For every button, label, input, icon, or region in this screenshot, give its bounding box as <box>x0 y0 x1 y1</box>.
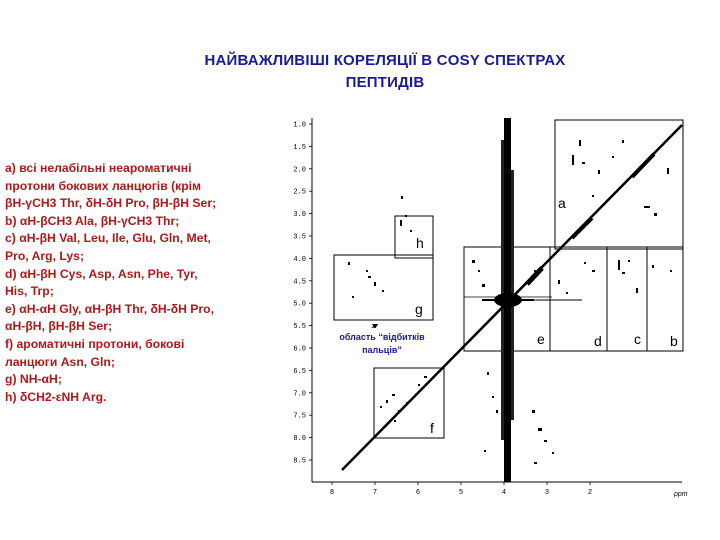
region-letters <box>415 195 678 436</box>
cross-peak <box>622 140 624 143</box>
legend-line: b) αH-βCH3 Ala, βH-γCH3 Thr; <box>5 213 180 228</box>
cross-peak <box>538 428 542 431</box>
region-label-e: e <box>537 331 545 347</box>
cross-peak <box>401 196 403 199</box>
legend-line: протони бокових ланцюгів (крім <box>5 178 202 193</box>
cross-peak <box>482 284 485 287</box>
cross-peak <box>622 272 625 274</box>
legend-line: d) αH-βH Cys, Asp, Asn, Phe, Tyr, <box>5 266 198 281</box>
cross-peak <box>406 402 408 404</box>
y-tick-label: 2.5 <box>293 188 306 197</box>
cross-peak <box>654 213 657 216</box>
diagonal-peaks <box>572 218 592 238</box>
x-tick-label: 4 <box>501 489 507 497</box>
x-ticks <box>330 482 592 497</box>
legend-line: Pro, Arg, Lys; <box>5 248 85 263</box>
cross-peak <box>579 140 581 146</box>
y-tick-label: 6.5 <box>293 367 306 376</box>
x-tick-label: 7 <box>372 489 378 497</box>
cross-peak <box>496 410 498 413</box>
y-tick-label: 5.0 <box>293 300 306 309</box>
cross-peak <box>394 420 396 422</box>
fingerprint-caption-line-2: пальців” <box>362 345 402 355</box>
fingerprint-caption-line-1: область “відбитків <box>339 332 425 342</box>
legend-line: ланцюги Asn, Gln; <box>5 354 115 369</box>
cross-peak <box>592 270 595 272</box>
cross-peak <box>478 270 480 272</box>
y-tick-label: 3.0 <box>293 211 306 220</box>
y-tick-label: 7.0 <box>293 390 306 399</box>
title-line-2: ПЕПТИДІВ <box>345 74 425 91</box>
cross-peak <box>374 282 376 286</box>
cross-peak <box>572 155 574 165</box>
cross-peak <box>670 270 672 272</box>
x-tick-label: 3 <box>544 489 550 497</box>
y-tick-label: 5.5 <box>293 323 306 332</box>
cross-peak <box>566 292 568 294</box>
cross-peak <box>558 280 560 284</box>
cross-peak <box>382 290 384 292</box>
cross-peak <box>532 410 535 413</box>
cross-peak <box>348 262 350 265</box>
region-label-a: a <box>558 195 566 211</box>
legend-line: βH-γCH3 Thr, δH-δH Pro, βH-βH Ser; <box>5 196 217 211</box>
cosy-spectrum <box>282 110 700 500</box>
slide-title <box>150 50 620 94</box>
cross-peak <box>582 162 585 164</box>
y-tick-label: 4.0 <box>293 255 306 264</box>
y-tick-label: 2.0 <box>293 166 306 175</box>
region-label-d: d <box>594 333 602 349</box>
cross-peak <box>398 410 400 412</box>
y-tick-label: 7.5 <box>293 412 306 421</box>
cross-peak <box>652 265 654 268</box>
cross-peak <box>418 384 420 386</box>
correlation-legend <box>5 160 267 406</box>
y-tick-label: 1.5 <box>293 143 306 152</box>
cross-peak <box>410 230 412 232</box>
x-tick-label: 5 <box>458 489 464 497</box>
y-tick-label: 8.0 <box>293 435 306 444</box>
cross-peak <box>534 462 537 464</box>
y-tick-label: 3.5 <box>293 233 306 242</box>
cross-peak <box>492 396 494 398</box>
legend-line: His, Trp; <box>5 284 54 299</box>
cross-peak <box>368 276 371 278</box>
cross-peak <box>636 288 638 293</box>
cross-peak <box>487 372 489 375</box>
cross-peak <box>612 156 614 158</box>
region-box-a <box>555 120 683 249</box>
legend-line: e) αH-αH Gly, αH-βH Thr, δH-δH Pro, <box>5 301 215 316</box>
y-tick-label: 4.5 <box>293 278 306 287</box>
cross-peak <box>380 406 382 408</box>
region-box-c <box>607 247 647 351</box>
cross-peak <box>628 260 630 262</box>
cross-peak <box>405 215 407 217</box>
region-label-h: h <box>416 235 424 251</box>
cross-peak <box>400 220 402 226</box>
solvent-band-edge <box>501 140 504 440</box>
x-tick-label: 6 <box>415 489 421 497</box>
cross-peak <box>584 262 586 264</box>
legend-line: h) δCH2-εNH Arg. <box>5 389 107 404</box>
legend-line: c) αH-βH Val, Leu, Ile, Glu, Gln, Met, <box>5 231 211 246</box>
legend-line: g) NH-αH; <box>5 372 62 387</box>
legend-line: f) ароматичні протони, бокові <box>5 336 185 351</box>
cross-peak <box>544 440 547 442</box>
cross-peak <box>352 296 354 298</box>
cross-peak <box>618 260 620 270</box>
region-label-b: b <box>670 333 678 349</box>
y-ticks <box>293 122 312 466</box>
cross-peak <box>667 168 669 174</box>
legend-line: a) всі нелабільні неароматичні <box>5 161 192 175</box>
diagonal-peaks <box>632 154 654 177</box>
cross-peak <box>592 195 594 197</box>
fingerprint-caption <box>320 328 446 358</box>
legend-line: αH-βH, βH-βH Ser; <box>5 319 112 334</box>
cross-peak <box>424 376 427 378</box>
region-label-f: f <box>430 420 434 436</box>
cross-peak <box>534 270 536 272</box>
region-label-c: c <box>634 331 641 347</box>
y-tick-label: 1.0 <box>293 121 306 130</box>
x-tick-label: 2 <box>587 489 593 497</box>
cross-peak <box>472 260 475 263</box>
cross-peak <box>366 270 368 272</box>
cross-peak <box>552 452 554 454</box>
y-tick-label: 8.5 <box>293 457 306 466</box>
region-label-g: g <box>415 301 423 317</box>
x-unit-label: ppm <box>674 491 688 498</box>
title-line-1: НАЙВАЖЛИВІШІ КОРЕЛЯЦІЇ В COSY СПЕКТРАХ <box>204 52 566 69</box>
cosy-spectrum-plot <box>282 110 700 500</box>
y-tick-label: 6.0 <box>293 345 306 354</box>
cross-peak <box>644 206 650 208</box>
cross-peak <box>484 450 486 452</box>
cross-peak <box>386 400 388 403</box>
cross-peak <box>392 394 395 396</box>
cross-peak <box>598 170 600 174</box>
x-tick-label: 8 <box>329 489 335 497</box>
